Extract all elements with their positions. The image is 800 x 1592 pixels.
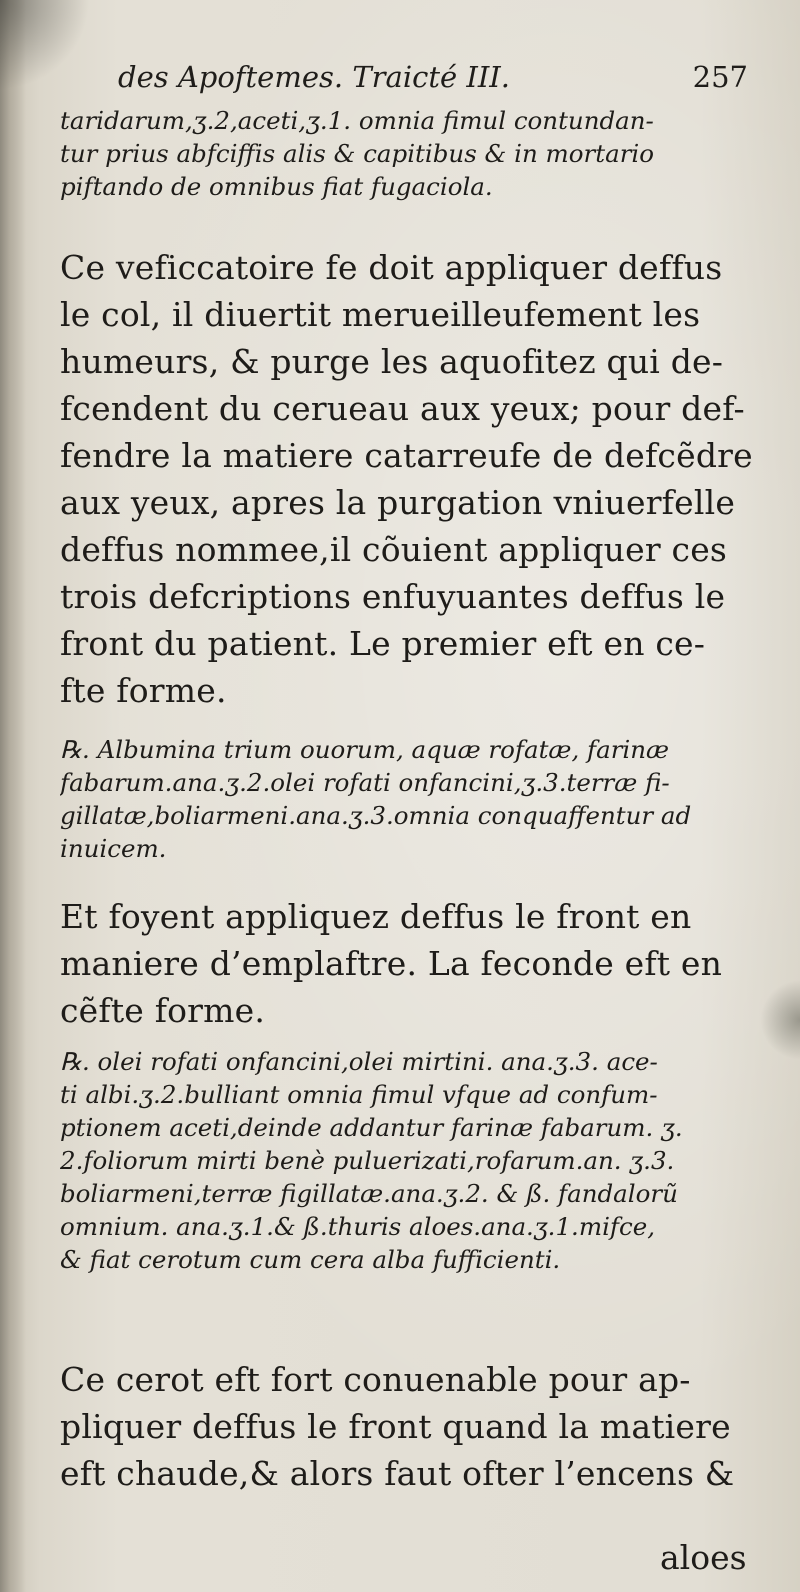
corner-shadow bbox=[0, 0, 90, 90]
text-line: humeurs, & purge les aquofitez qui de- bbox=[60, 342, 724, 381]
text-line: maniere d’emplaftre. La feconde eft en bbox=[60, 944, 723, 983]
recipe-line: ℞. Albumina trium ouorum, aquæ rofatæ, farinæ bbox=[60, 735, 670, 764]
text-line: fendre la matiere catarreufe de defcẽdre bbox=[60, 436, 753, 475]
page-stain bbox=[760, 980, 800, 1060]
text-line: fcendent du cerueau aux yeux; pour def- bbox=[60, 389, 745, 428]
text-line: Et foyent appliquez deffus le front en bbox=[60, 897, 692, 936]
text-line: cẽfte forme. bbox=[60, 991, 266, 1030]
recipe-line: inuicem. bbox=[60, 834, 167, 863]
text-line: trois defcriptions enfuyuantes deffus le bbox=[60, 577, 726, 616]
text-line: Ce cerot eft fort conuenable pour ap- bbox=[60, 1360, 691, 1399]
recipe-line: tur prius abfciffis alis & capitibus & in mortario bbox=[60, 139, 654, 168]
recipe-line: fabarum.ana.ʒ.2.olei rofati onfancini,ʒ.3.terræ fi- bbox=[60, 768, 670, 797]
recipe-line: taridarum,ʒ.2,aceti,ʒ.1. omnia fimul contundan- bbox=[60, 106, 654, 135]
paragraph-vesicatoire bbox=[60, 244, 760, 714]
recipe-line: boliarmeni,terræ figillatæ.ana.ʒ.2. & ß. fandalorũ bbox=[60, 1179, 678, 1208]
catchword: aloes bbox=[660, 1538, 747, 1577]
page-number: 257 bbox=[692, 60, 748, 94]
text-line: Ce veficcatoire fe doit appliquer deffus bbox=[60, 248, 723, 287]
text-line: deffus nommee,il cõuient appliquer ces bbox=[60, 530, 728, 569]
text-line: fte forme. bbox=[60, 671, 227, 710]
running-header bbox=[118, 60, 748, 104]
recipe-fugaciola bbox=[60, 104, 760, 203]
paragraph-cerot bbox=[60, 1356, 760, 1497]
running-title: des Apoftemes. Traicté III. bbox=[118, 60, 510, 94]
recipe-line: ti albi.ʒ.2.bulliant omnia fimul vfque ad confum- bbox=[60, 1080, 658, 1109]
recipe-line: piftando de omnibus fiat fugaciola. bbox=[60, 172, 493, 201]
recipe-line: omnium. ana.ʒ.1.& ß.thuris aloes.ana.ʒ.1.mifce, bbox=[60, 1212, 655, 1241]
paragraph-emplastre bbox=[60, 893, 760, 1034]
recipe-first bbox=[60, 733, 760, 865]
text-line: front du patient. Le premier eft en ce- bbox=[60, 624, 706, 663]
recipe-line: 2.foliorum mirti benè puluerizati,rofarum.an. ʒ.3. bbox=[60, 1146, 675, 1175]
text-line: aux yeux, apres la purgation vniuerfelle bbox=[60, 483, 736, 522]
text-line: pliquer deffus le front quand la matiere bbox=[60, 1407, 731, 1446]
recipe-line: ℞. olei rofati onfancini,olei mirtini. ana.ʒ.3. ace- bbox=[60, 1047, 658, 1076]
text-line: eft chaude,& alors faut ofter l’encens & bbox=[60, 1454, 735, 1493]
text-line: le col, il diuertit merueilleufement les bbox=[60, 295, 701, 334]
recipe-line: gillatæ,boliarmeni.ana.ʒ.3.omnia conquaffentur ad bbox=[60, 801, 692, 830]
recipe-line: ptionem aceti,deinde addantur farinæ fabarum. ʒ. bbox=[60, 1113, 683, 1142]
recipe-second bbox=[60, 1045, 760, 1276]
recipe-line: & fiat cerotum cum cera alba fufficienti. bbox=[60, 1245, 561, 1274]
binding-gutter-shadow bbox=[0, 0, 26, 1592]
